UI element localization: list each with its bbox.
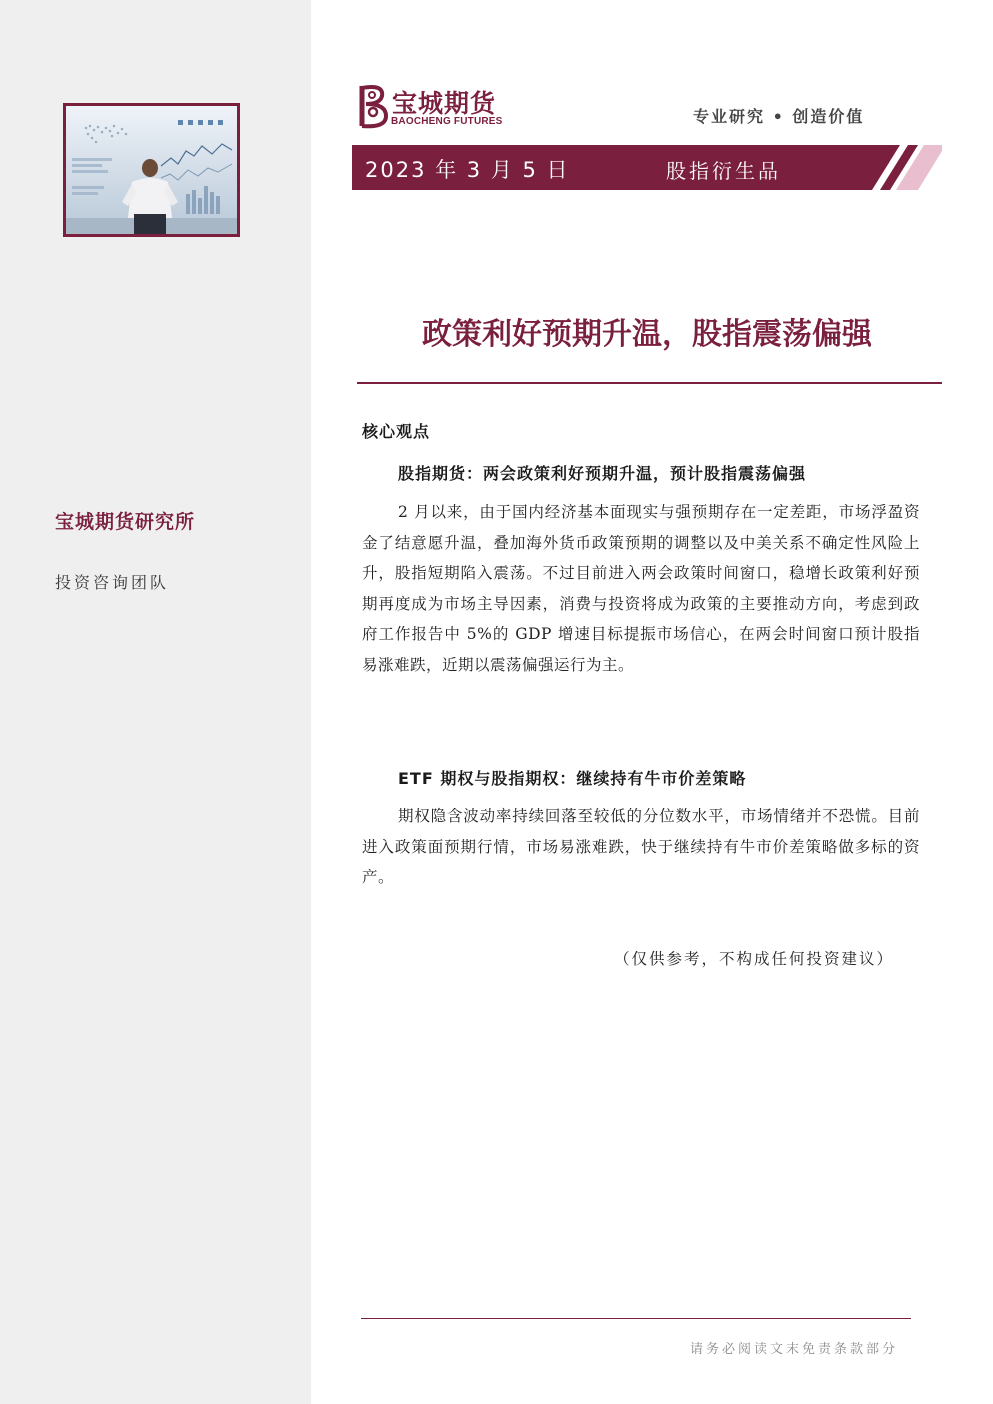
footer-divider: [361, 1318, 911, 1319]
sidebar: [0, 0, 311, 1404]
report-date: 2023 年 3 月 5 日: [365, 158, 570, 182]
logo-chinese-text: 宝城期货: [392, 89, 497, 118]
research-institute-name: 宝城期货研究所: [55, 511, 196, 533]
cover-image: [63, 103, 240, 237]
team-name: 投资咨询团队: [55, 573, 170, 592]
section-heading-index-futures: 股指期货：两会政策利好预期升温，预计股指震荡偏强: [398, 464, 807, 483]
section-body-index-futures: 2 月以来，由于国内经济基本面现实与强预期存在一定差距，市场浮盈资金了结意愿升温，叠加海外货币政策预期的调整以及中美关系不确定性风险上升，股指短期陷入震荡。不过目前进入两会政策时间窗口，稳增长政策利好预期再度成为市场主导因素，消费与投资将成为政策的主要推动方向，考虑到政府工作报告中 5%的 GDP 增速目标提振市场信心，在两会时间窗口预计股指易涨难跌，近期以震荡偏强运行为主。: [362, 503, 920, 674]
core-viewpoint-label: 核心观点: [362, 422, 431, 441]
logo-english-text: BAOCHENG FUTURES: [391, 116, 503, 127]
report-title: 政策利好预期升温，股指震荡偏强: [422, 317, 872, 352]
section-body-options: 期权隐含波动率持续回落至较低的分位数水平，市场情绪并不恐慌。目前进入政策面预期行情，市场易涨难跌，快于继续持有牛市价差策略做多标的资产。: [362, 807, 920, 886]
report-banner: [352, 145, 942, 190]
baocheng-b-logo-icon: [356, 82, 390, 130]
reference-only-note: （仅供参考，不构成任何投资建议）: [614, 950, 895, 968]
businessman-data-screen-image: [66, 106, 237, 234]
title-divider: [357, 382, 942, 384]
company-slogan: 专业研究 • 创造价值: [693, 107, 865, 126]
company-logo: [356, 82, 556, 132]
section-heading-options: ETF 期权与股指期权：继续持有牛市价差策略: [398, 769, 747, 788]
report-category: 股指衍生品: [666, 159, 781, 183]
footer-disclaimer: 请务必阅读文末免责条款部分: [690, 1342, 899, 1357]
